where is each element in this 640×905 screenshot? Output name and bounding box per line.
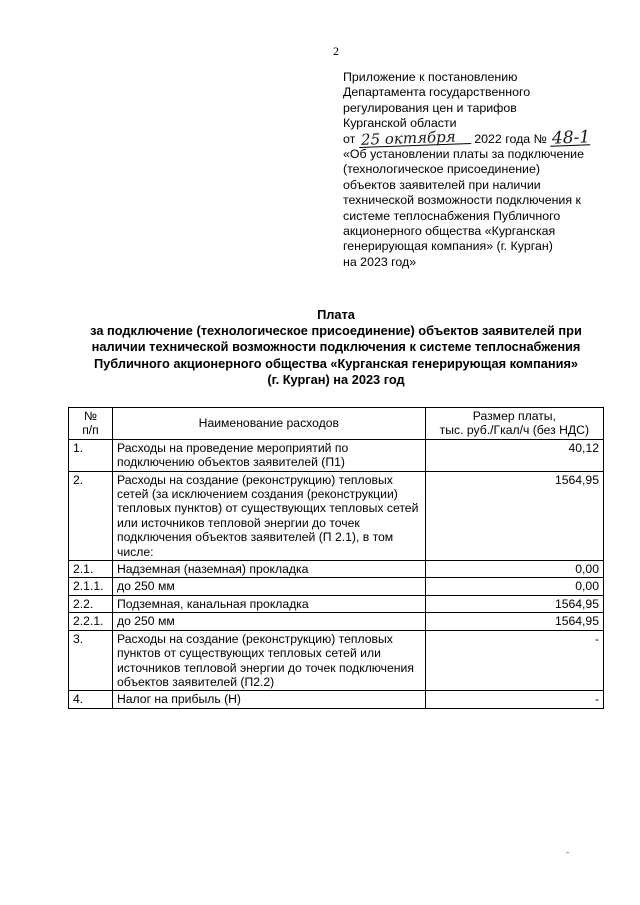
cost-table [68, 407, 604, 709]
row-value: 0,00 [425, 578, 603, 595]
appendix-date-line [343, 126, 613, 149]
scan-mark [566, 852, 569, 853]
appendix-description-line: (технологическое присоединение) [343, 162, 540, 177]
table-row [69, 578, 604, 595]
year-text: 2022 года № [474, 131, 547, 146]
row-value: 0,00 [425, 561, 603, 578]
row-name: до 250 мм [112, 613, 425, 630]
row-number: 2.1. [69, 561, 113, 578]
appendix-description-line: системе теплоснабжения Публичного [343, 208, 561, 223]
appendix-description-line: на 2023 год» [343, 254, 417, 269]
table-row [69, 561, 604, 578]
row-number: 3. [69, 630, 113, 691]
row-number: 2.2.1. [69, 613, 113, 630]
header-name: Наименование расходов [112, 408, 425, 440]
appendix-line: Курганской области [343, 116, 457, 131]
appendix-description-line: объектов заявителей при наличии [343, 177, 541, 192]
appendix-description-line: технической возможности подключения к [343, 193, 581, 208]
row-number: 4. [69, 691, 113, 708]
header-size: Размер платы, тыс. руб./Гкал/ч (без НДС) [425, 408, 603, 440]
appendix-description-line: акционерного общества «Курганская [343, 224, 556, 239]
row-number: 1. [69, 439, 113, 471]
row-name: до 250 мм [112, 578, 425, 595]
handwritten-number: 48-1 [552, 126, 591, 149]
row-name: Налог на прибыль (Н) [112, 691, 425, 708]
row-name: Расходы на создание (реконструкцию) тепловых пунктов от существующих тепловых сетей или источников тепловой энергии до точек подключения объектов заявителей (П2.2) [112, 630, 425, 691]
row-number: 2. [69, 471, 113, 560]
appendix-line: регулирования цен и тарифов [343, 100, 517, 115]
row-name: Расходы на создание (реконструкцию) тепловых сетей (за исключением создания (реконструкции) тепловых пунктов) от существующих тепловых сетей или источников тепловой энергии до точек подключения объектов заявителей (П 2.1), в том числе: [112, 471, 425, 560]
table-row [69, 613, 604, 630]
title-line: за подключение (технологическое присоединение) объектов заявителей при [90, 323, 582, 339]
row-name: Подземная, канальная прокладка [112, 595, 425, 612]
appendix-line: Приложение к постановлению [343, 70, 518, 84]
row-value: 1564,95 [425, 613, 603, 630]
header-num: № п/п [69, 408, 113, 440]
title-line: наличии технической возможности подключения к системе теплоснабжения [91, 339, 581, 355]
title-line: Публичного акционерного общества «Курганская генерирующая компания» [93, 355, 579, 371]
table-row [69, 471, 604, 560]
row-number: 2.1.1. [69, 578, 113, 595]
appendix-block [343, 70, 613, 270]
title-line: (г. Курган) на 2023 год [267, 371, 405, 387]
page-number: 2 [333, 44, 339, 58]
table-row [69, 691, 604, 708]
row-value: 1564,95 [425, 595, 603, 612]
appendix-description-line: «Об установлении платы за подключение [343, 147, 584, 162]
table-row [69, 630, 604, 691]
row-name: Надземная (наземная) прокладка [112, 561, 425, 578]
row-value: 40,12 [425, 439, 603, 471]
row-name: Расходы на проведение мероприятий по подключению объектов заявителей (П1) [112, 439, 425, 471]
table-body [69, 439, 604, 708]
row-number: 2.2. [69, 595, 113, 612]
appendix-description-line: генерирующая компания» (г. Курган) [343, 239, 553, 254]
handwritten-date: 25 октября [359, 130, 471, 148]
date-prefix: от [343, 131, 356, 146]
table-row [69, 439, 604, 471]
document-title [60, 307, 612, 388]
row-value: - [425, 691, 603, 708]
appendix-line: Департамента государственного [343, 85, 531, 100]
title-line: Плата [317, 307, 355, 322]
row-value: - [425, 630, 603, 691]
row-value: 1564,95 [425, 471, 603, 560]
table-header-row [69, 408, 604, 440]
table-row [69, 595, 604, 612]
